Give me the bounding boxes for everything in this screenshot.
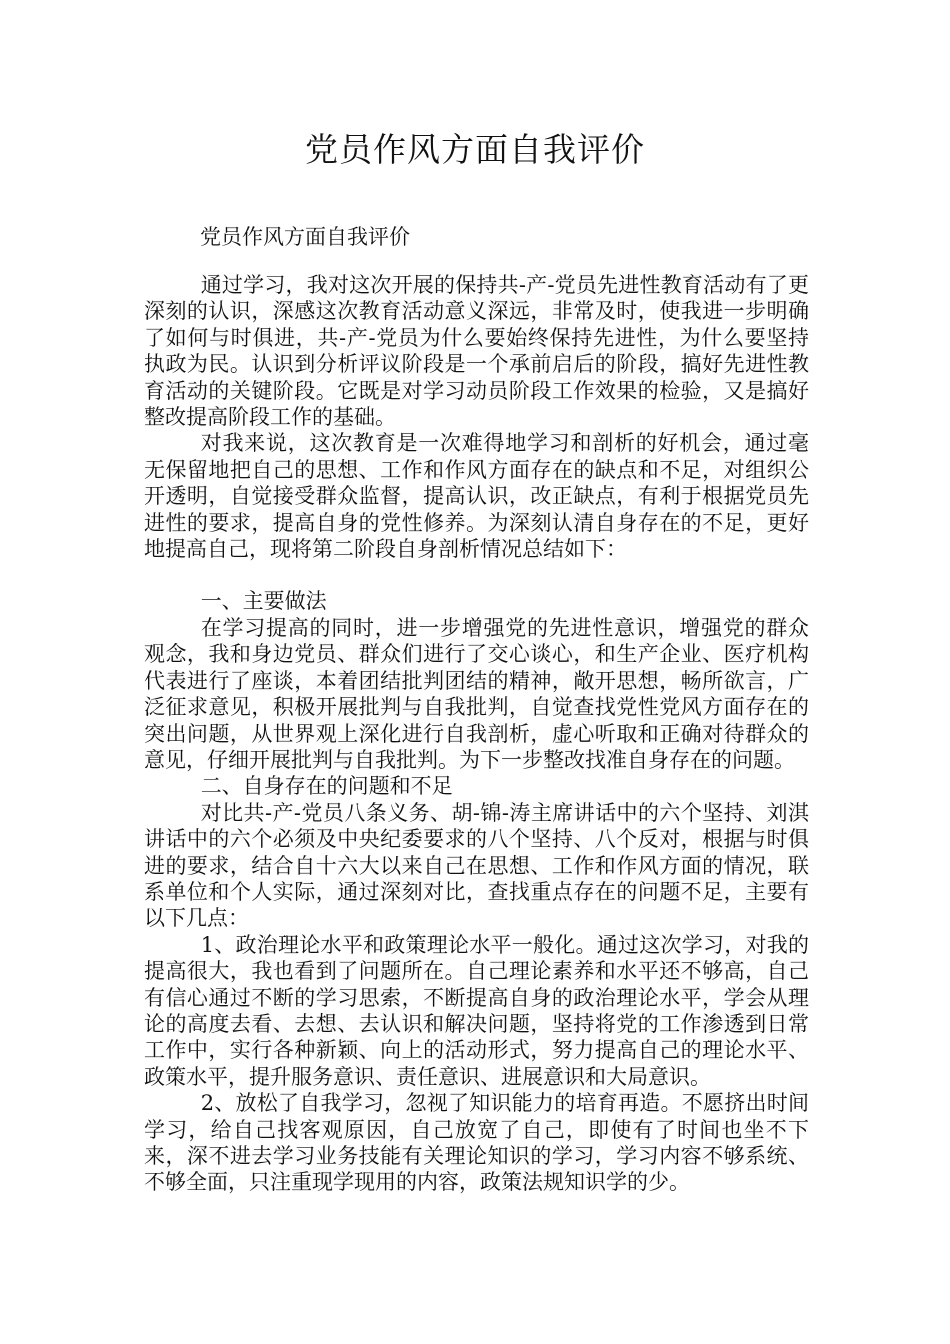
document-subtitle: 党员作风方面自我评价 [200, 225, 410, 249]
section-heading-problems: 二、自身存在的问题和不足 [200, 774, 453, 799]
section-heading-main-practices: 一、主要做法 [200, 589, 327, 614]
paragraph-problem-1: 1、政治理论水平和政策理论水平一般化。通过这次学习，对我的提高很大，我也看到了问题所在。自己理论素养和水平还不够高，自己有信心通过不断的学习思索，不断提高自身的政治理论水平，学会从理论的高度去看、去想、去认识和解决问题，坚持将党的工作渗透到日常工作中，实行各种新颖、向上的活动形式，努力提高自己的理论水平、政策水平，提升服务意识、责任意识、进展意识和大局意识。 [144, 932, 809, 1089]
document-body [144, 272, 809, 1196]
paragraph-opportunity: 对我来说，这次教育是一次难得地学习和剖析的好机会，通过毫无保留地把自己的思想、工作和作风方面存在的缺点和不足，对组织公开透明，自觉接受群众监督，提高认识，改正缺点，有利于根据党员先进性的要求，提高自身的党性修养。为深刻认清自身存在的不足，更好地提高自己，现将第二阶段自身剖析情况总结如下： [144, 431, 809, 562]
paragraph-problem-2: 2、放松了自我学习，忽视了知识能力的培育再造。不愿挤出时间学习，给自己找客观原因，自己放宽了自己，即使有了时间也坐不下来，深不进去学习业务技能有关理论知识的学习，学习内容不够系统、不够全面，只注重现学现用的内容，政策法规知识学的少。 [144, 1091, 809, 1195]
document-title: 党员作风方面自我评价 [305, 130, 645, 169]
paragraph-main-practices: 在学习提高的同时，进一步增强党的先进性意识，增强党的群众观念，我和身边党员、群众们进行了交心谈心，和生产企业、医疗机构代表进行了座谈，本着团结批判团结的精神，敞开思想，畅所欲言，广泛征求意见，积极开展批判与自我批判，自觉查找党性党风方面存在的突出问题，从世界观上深化进行自我剖析，虚心听取和正确对待群众的意见，仔细开展批判与自我批判。为下一步整改找准自身存在的问题。 [144, 615, 809, 772]
paragraph-problems-intro: 对比共-产-党员八条义务、胡-锦-涛主席讲话中的六个坚持、刘淇讲话中的六个必须及中央纪委要求的八个坚持、八个反对，根据与时俱进的要求，结合自十六大以来自己在思想、工作和作风方面的情况，联系单位和个人实际，通过深刻对比，查找重点存在的问题不足，主要有以下几点： [144, 800, 809, 931]
paragraph-intro: 通过学习，我对这次开展的保持共-产-党员先进性教育活动有了更深刻的认识，深感这次教育活动意义深远，非常及时，使我进一步明确了如何与时俱进，共-产-党员为什么要始终保持先进性，为什么要坚持执政为民。认识到分析评议阶段是一个承前启后的阶段，搞好先进性教育活动的关键阶段。它既是对学习动员阶段工作效果的检验，又是搞好整改提高阶段工作的基础。 [144, 273, 809, 430]
